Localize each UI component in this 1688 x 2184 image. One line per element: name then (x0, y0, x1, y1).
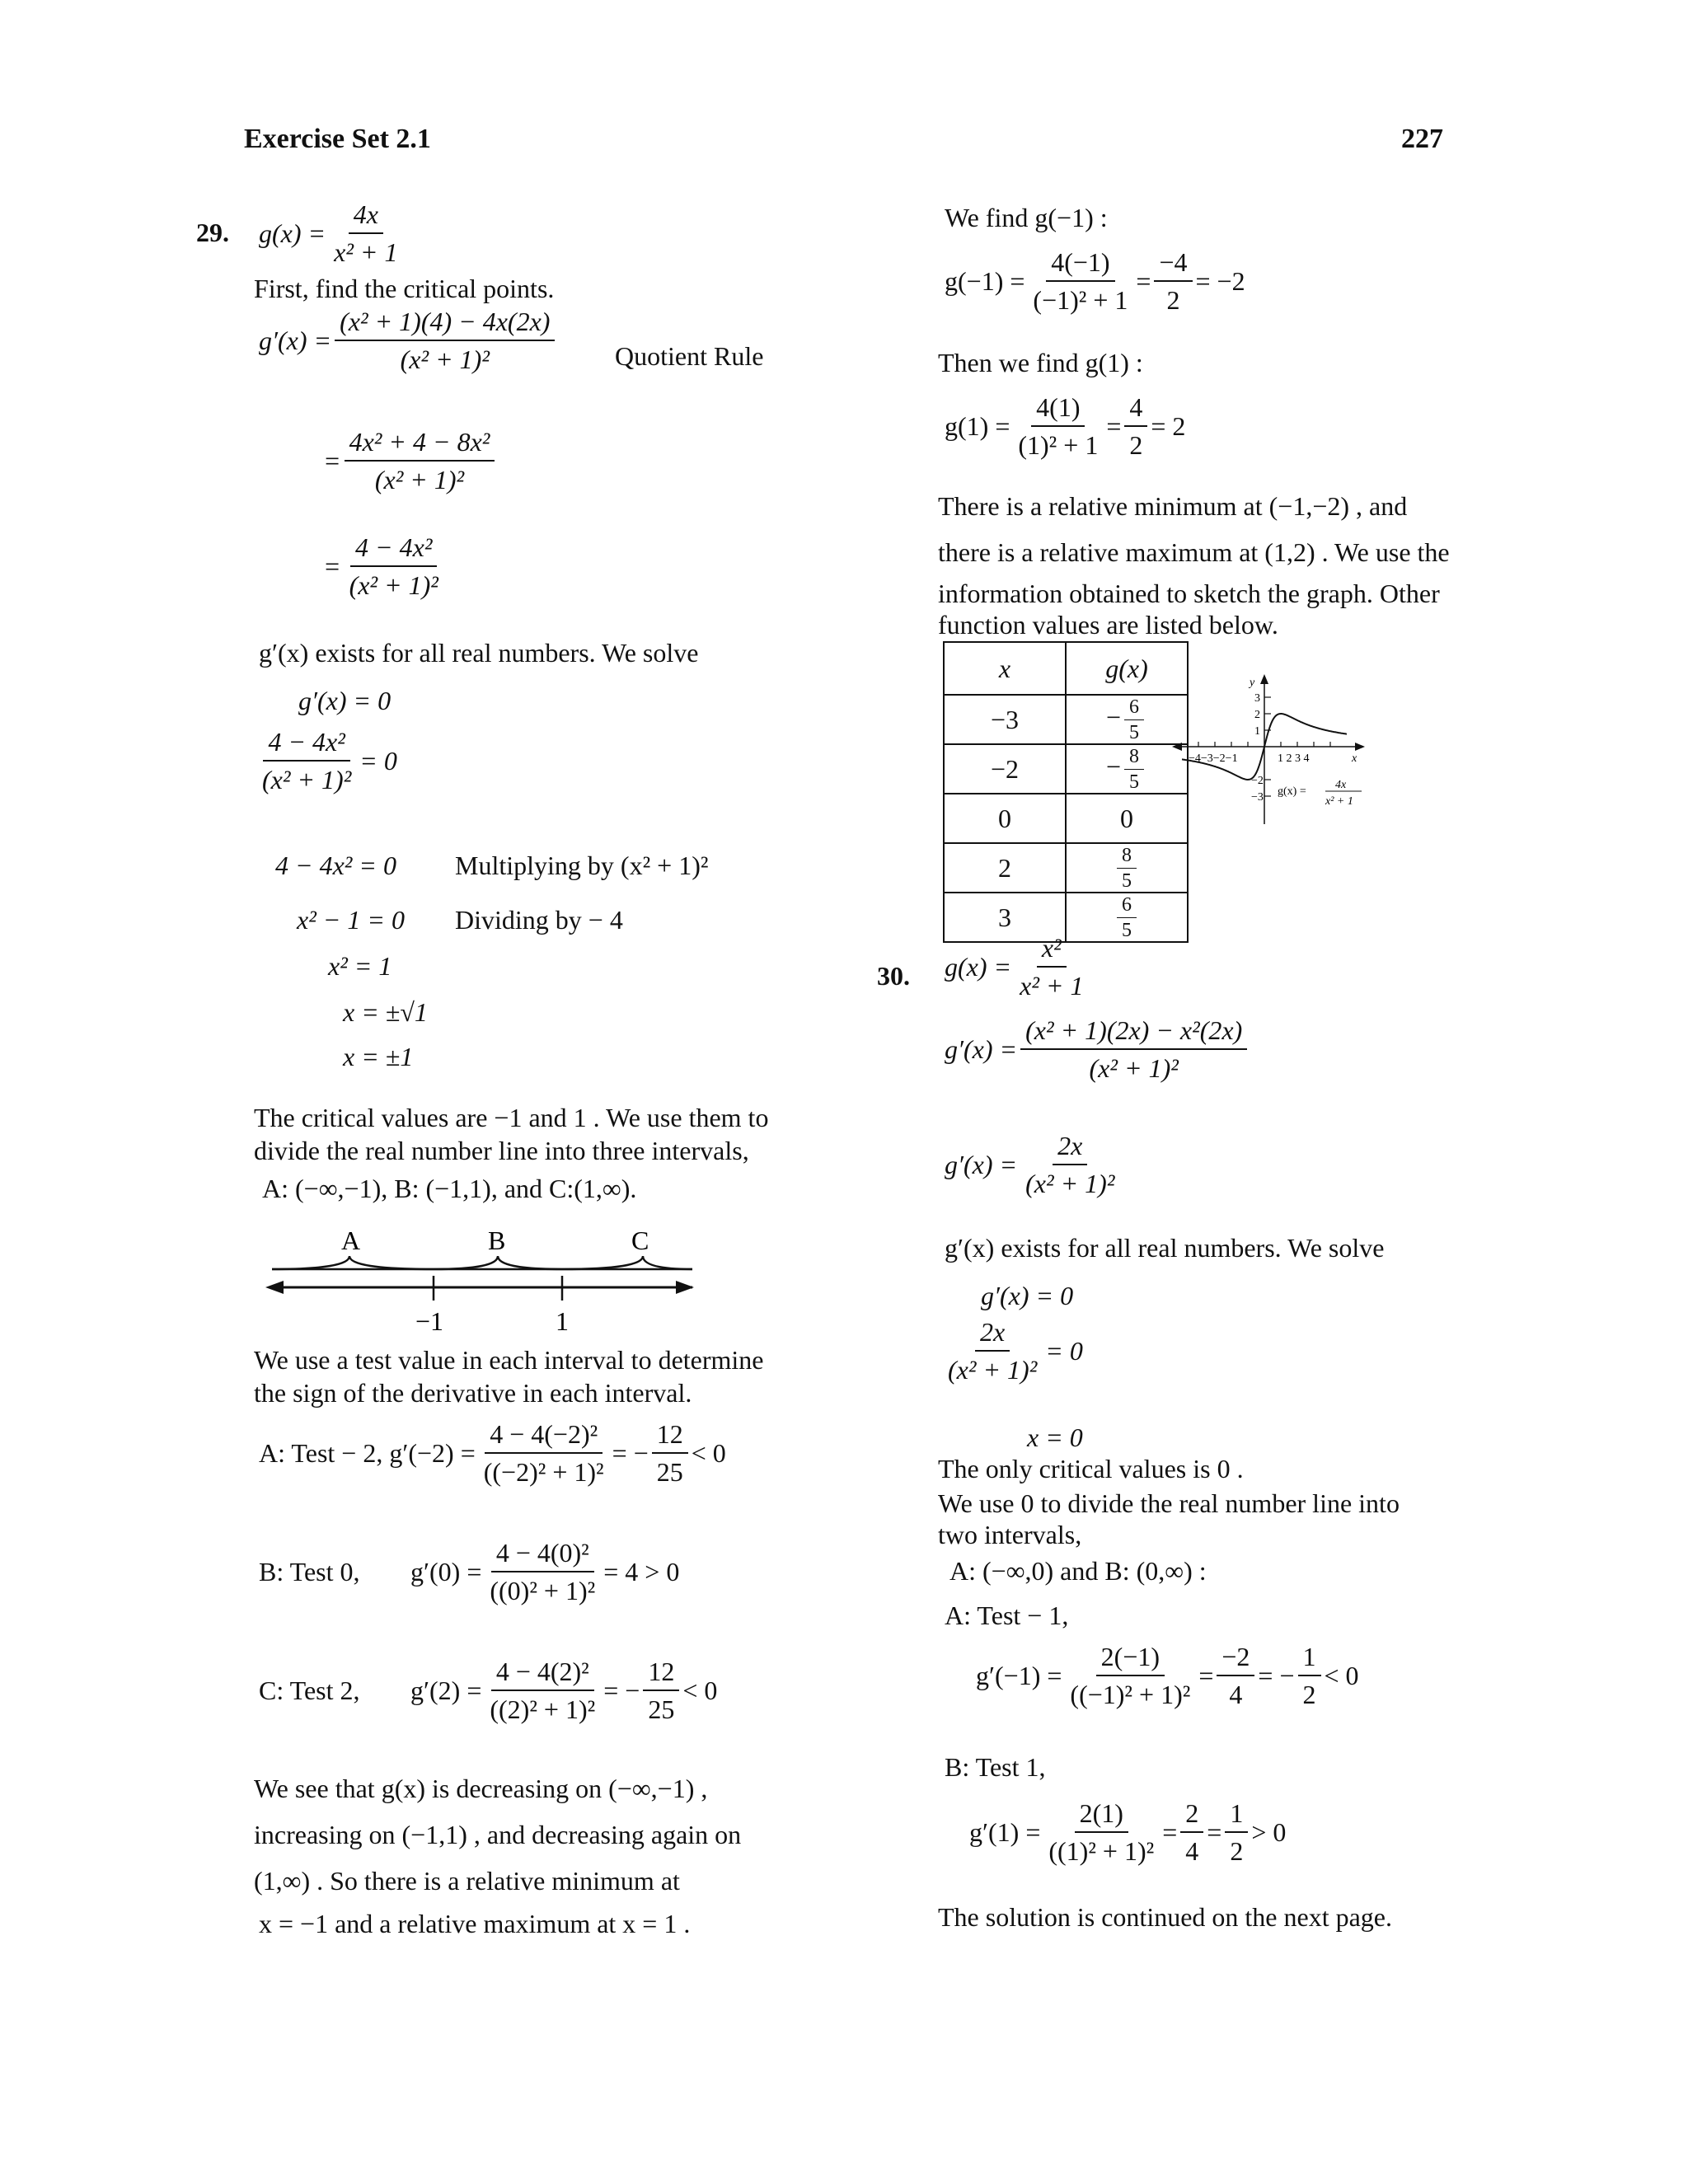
table-header-gx: g(x) (1066, 642, 1188, 695)
derivative-step-1: g′(x) = $\frac{\text{(x² + 1)(4) − 4x(2x)}}{\text{(x² + 1)²}}$ (259, 305, 558, 376)
g-1-computation: g(1) = $\frac{4(1)}{\text{(1)² + 1}}$ = $\frac{4}{2}$ = 2 (945, 392, 1186, 460)
test-value-text: We use a test value in each interval to determine (254, 1345, 764, 1375)
table-header-row (944, 642, 1188, 695)
function-values-table (943, 641, 1189, 943)
divide-text-2: two intervals, (938, 1520, 1082, 1549)
section-title: Exercise Set 2.1 (244, 124, 431, 154)
function-sketch-graph (1169, 671, 1383, 836)
table-row (944, 843, 1188, 893)
find-g-1-text: Then we find g(1) : (938, 348, 1143, 377)
graph-y-tick: −3 (1251, 791, 1264, 804)
graph-function-denominator: x² + 1 (1325, 795, 1353, 808)
table-row (944, 794, 1188, 843)
conclusion-line-2: increasing on (−1,1) , and decreasing again on (254, 1820, 742, 1849)
problem-number: 29. (196, 218, 229, 247)
graph-function-label: g(x) = (1278, 785, 1306, 798)
table-row (944, 695, 1188, 744)
table-cell-x: −2 (944, 744, 1066, 794)
exists-text-30: g′(x) exists for all real numbers. We solve (945, 1233, 1385, 1263)
test-a-label-30: A: Test − 1, (945, 1601, 1069, 1630)
solve-step-2: x² − 1 = 0 (297, 905, 405, 935)
graph-y-tick: 2 (1254, 709, 1260, 721)
derivative-step-3: = $\frac{\text{4 − 4x²}}{\text{(x² + 1)²}}$ (323, 532, 438, 600)
intro-text: First, find the critical points. (254, 274, 555, 303)
conclusion-line-1: We see that g(x) is decreasing on (−∞,−1) , (254, 1774, 708, 1803)
only-critical-text: The only critical values is 0 . (938, 1454, 1244, 1483)
continued-text: The solution is continued on the next page. (938, 1902, 1392, 1932)
interval-label-a: A (341, 1226, 361, 1255)
test-a-30: g′(−1) = $\frac{2(-1)}{\text{((−1)² + 1)²}}$ = $\frac{-2}{4}$ = − $\frac{1}{2}$ < 0 (976, 1642, 1359, 1709)
function-definition: g(x) = $\frac{4x}{\text{x² + 1}}$ (259, 199, 398, 267)
table-cell-gx: − $\frac{8}{5}$ (1066, 744, 1188, 794)
table-cell-gx: 0 (1066, 794, 1188, 843)
g-neg1-computation: g(−1) = $\frac{4(-1)}{\text{(−1)² + 1}}$ = $\frac{-4}{2}$ = −2 (945, 247, 1245, 315)
relative-extrema-line-1: There is a relative minimum at (−1,−2) , and (938, 491, 1408, 521)
graph-x-ticks-negative: −4−3−2−1 (1189, 752, 1238, 765)
find-g-neg1-text: We find g(−1) : (945, 203, 1108, 232)
table-cell-x: −3 (944, 695, 1066, 744)
relative-extrema-line-2: there is a relative maximum at (1,2) . We use the (938, 537, 1450, 567)
solve-step-5: x = ±1 (343, 1042, 414, 1071)
interval-label-c: C (631, 1226, 649, 1255)
test-b-30: g′(1) = $\frac{2(1)}{\text{((1)² + 1)²}}$ = $\frac{2}{4}$ = $\frac{1}{2}$ > 0 (969, 1798, 1287, 1866)
test-a: A: Test − 2, g′(−2) = $\frac{\text{4 − 4(−2)²}}{\text{((−2)² + 1)²}}$ = − $\frac{12}{25}$ < 0 (259, 1419, 726, 1487)
page-number: 227 (1401, 124, 1443, 154)
solve-equation-30: g′(x) = 0 (981, 1281, 1074, 1310)
table-cell-gx: $\frac{6}{5}$ (1066, 893, 1188, 942)
test-b-label-30: B: Test 1, (945, 1752, 1046, 1782)
intervals-text-30: A: (−∞,0) and B: (0,∞) : (950, 1556, 1207, 1586)
solve-step-1-note: Multiplying by (x² + 1)² (455, 851, 709, 880)
number-line-diagram (264, 1220, 709, 1343)
tick-label-neg1: −1 (415, 1306, 444, 1336)
table-cell-x: 2 (944, 843, 1066, 893)
graph-x-ticks-positive: 1 2 3 4 (1278, 752, 1310, 765)
table-row (944, 744, 1188, 794)
graph-y-label: y (1250, 677, 1255, 689)
table-cell-gx: $\frac{8}{5}$ (1066, 843, 1188, 893)
test-value-text-2: the sign of the derivative in each interval. (254, 1378, 692, 1408)
test-c: C: Test 2, g′(2) = $\frac{\text{4 − 4(2)²}}{\text{((2)² + 1)²}}$ = − $\frac{12}{25}$ < 0 (259, 1657, 718, 1724)
conclusion-line-4: x = −1 and a relative maximum at x = 1 . (259, 1909, 691, 1938)
divide-text-1: We use 0 to divide the real number line into (938, 1488, 1400, 1518)
problem-number-30: 30. (877, 961, 910, 991)
function-definition-30: g(x) = $\frac{\text{x²}}{\text{x² + 1}}$ (945, 933, 1084, 1001)
solve-equation: g′(x) = 0 (298, 686, 392, 715)
graph-x-label: x (1352, 752, 1357, 765)
derivative-step-2: = $\frac{\text{4x² + 4 − 8x²}}{\text{(x² + 1)²}}$ (323, 425, 498, 496)
intervals-text: A: (−∞,−1), B: (−1,1), and C:(1,∞). (262, 1174, 637, 1203)
test-b: B: Test 0, g′(0) = $\frac{\text{4 − 4(0)²}}{\text{((0)² + 1)²}}$ = 4 > 0 (259, 1538, 680, 1605)
solve-fraction: $\frac{\text{4 − 4x²}}{\text{(x² + 1)²}}$ = 0 (262, 727, 397, 794)
solve-step-2-note: Dividing by − 4 (455, 905, 623, 935)
solve-step-3: x² = 1 (328, 951, 392, 981)
derivative-30-step-2: g′(x) = $\frac{2x}{\text{(x² + 1)²}}$ (945, 1131, 1115, 1198)
graph-function-numerator: 4x (1335, 779, 1347, 791)
tick-label-1: 1 (556, 1306, 569, 1336)
table-cell-x: 3 (944, 893, 1066, 942)
relative-extrema-line-4: function values are listed below. (938, 610, 1278, 640)
exists-text: g′(x) exists for all real numbers. We solve (259, 638, 699, 668)
derivative-30-step-1: g′(x) = $\frac{\text{(x² + 1)(2x) − x²(2x)}}{\text{(x² + 1)²}}$ (945, 1014, 1250, 1085)
solution-x0: x = 0 (1027, 1422, 1083, 1452)
critical-values-text-2: divide the real number line into three intervals, (254, 1136, 749, 1165)
table-cell-x: 0 (944, 794, 1066, 843)
solve-step-1: 4 − 4x² = 0 (275, 851, 396, 880)
graph-y-tick: −2 (1251, 775, 1264, 787)
solve-fraction-30: $\frac{2x}{\text{(x² + 1)²}}$ = 0 (948, 1317, 1083, 1385)
relative-extrema-line-3: information obtained to sketch the graph. Other (938, 579, 1440, 608)
conclusion-line-3: (1,∞) . So there is a relative minimum at (254, 1866, 680, 1896)
table-cell-gx: − $\frac{6}{5}$ (1066, 695, 1188, 744)
table-header-x: x (944, 642, 1066, 695)
quotient-rule-note: Quotient Rule (615, 341, 764, 371)
interval-label-b: B (488, 1226, 506, 1255)
graph-y-tick: 1 (1254, 725, 1260, 738)
critical-values-text: The critical values are −1 and 1 . We use them to (254, 1103, 769, 1132)
solve-step-4: x = ±√1 (343, 997, 428, 1027)
graph-y-tick: 3 (1254, 692, 1260, 705)
